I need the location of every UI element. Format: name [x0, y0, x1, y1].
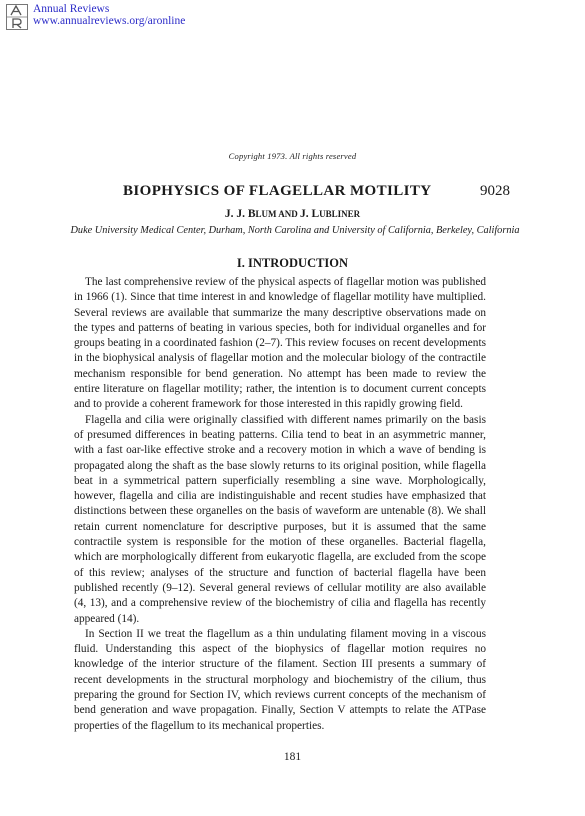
- affiliation: Duke University Medical Center, Durham, North Carolina and University of California, Berkeley, California: [70, 225, 520, 236]
- author-conjunction: AND: [276, 209, 300, 219]
- author-2-initials: J. L: [300, 208, 320, 220]
- paragraph-2: Flagella and cilia were originally classified with different names primarily on the basis of presumed differences in beating patterns. Cilia tend to beat in an asymmetric manner, with a fast oar-like effective stroke and a recovery motion in which a wave of bending is propagated along the shaft as the base slowly returns to its original position, while flagella beat in a symmetrical pattern superficially resembling a sine wave. Morphologically, however, flagella and cilia are indistinguishable and recent studies have emphasized that distinctions between these organelles on the basis of waveform are untenable (8). We shall retain current nomenclature for descriptive purposes, but it is assumed that the same contractile system is responsible for the motion of these organelles. Bacterial flagella, which are morphologically different from eukaryotic flagella, are excluded from the scope of this review; analyses of the structure and function of bacterial flagella have been published recently (9–12). Several general reviews of cellular motility are also available (4, 13), and a comprehensive review of the biochemistry of cilia and flagella has recently appeared (14).: [74, 413, 486, 625]
- annual-reviews-logo-icon: [6, 4, 28, 30]
- paragraph-1: The last comprehensive review of the physical aspects of flagellar motion was published in 1966 (1). Since that time interest in and knowledge of flagellar motility have multiplied. Several reviews are available that summarize the many descriptive observations made on the types and patterns of beating in various species, both for individual organelles and for groups beating in a coordinated fashion (2–7). This review focuses on recent developments in the biophysical analysis of flagellar motion and the molecular biology of the contractile mechanism responsible for bend generation. No attempt has been made to review the entire literature on flagellar motility; rather, the intention is to document current concepts and to provide a coherent framework for those interested in this rapidly growing field.: [74, 276, 486, 411]
- page-number: 181: [283, 751, 302, 763]
- section-heading: I. INTRODUCTION: [236, 256, 349, 270]
- article-title: BIOPHYSICS OF FLAGELLAR MOTILITY: [123, 183, 432, 199]
- author-1-surname: LUM: [255, 209, 277, 219]
- copyright-notice: Copyright 1973. All rights reserved: [228, 151, 357, 161]
- annual-reviews-link[interactable]: [33, 3, 185, 27]
- authors: [0, 208, 585, 220]
- author-2-surname: UBLINER: [319, 209, 361, 219]
- article-number: 9028: [480, 183, 510, 199]
- link-title[interactable]: Annual Reviews: [33, 3, 110, 15]
- body-text: [74, 275, 486, 734]
- author-1-initials: J. J. B: [224, 208, 256, 220]
- paragraph-3: In Section II we treat the flagellum as a thin undulating filament moving in a viscous fluid. Understanding this aspect of the biophysics of flagellar motion requires no knowledge of the interior structure of the filament. Section III presents a summary of recent developments in the structural morphology and biochemistry of the cilium, thus preparing the ground for Section IV, which reviews current concepts of the mechanism of bend generation and wave propagation. Finally, Section V attempts to relate the ATPase properties of the flagellum to its mechanical properties.: [74, 627, 486, 732]
- link-url[interactable]: www.annualreviews.org/aronline: [33, 15, 186, 27]
